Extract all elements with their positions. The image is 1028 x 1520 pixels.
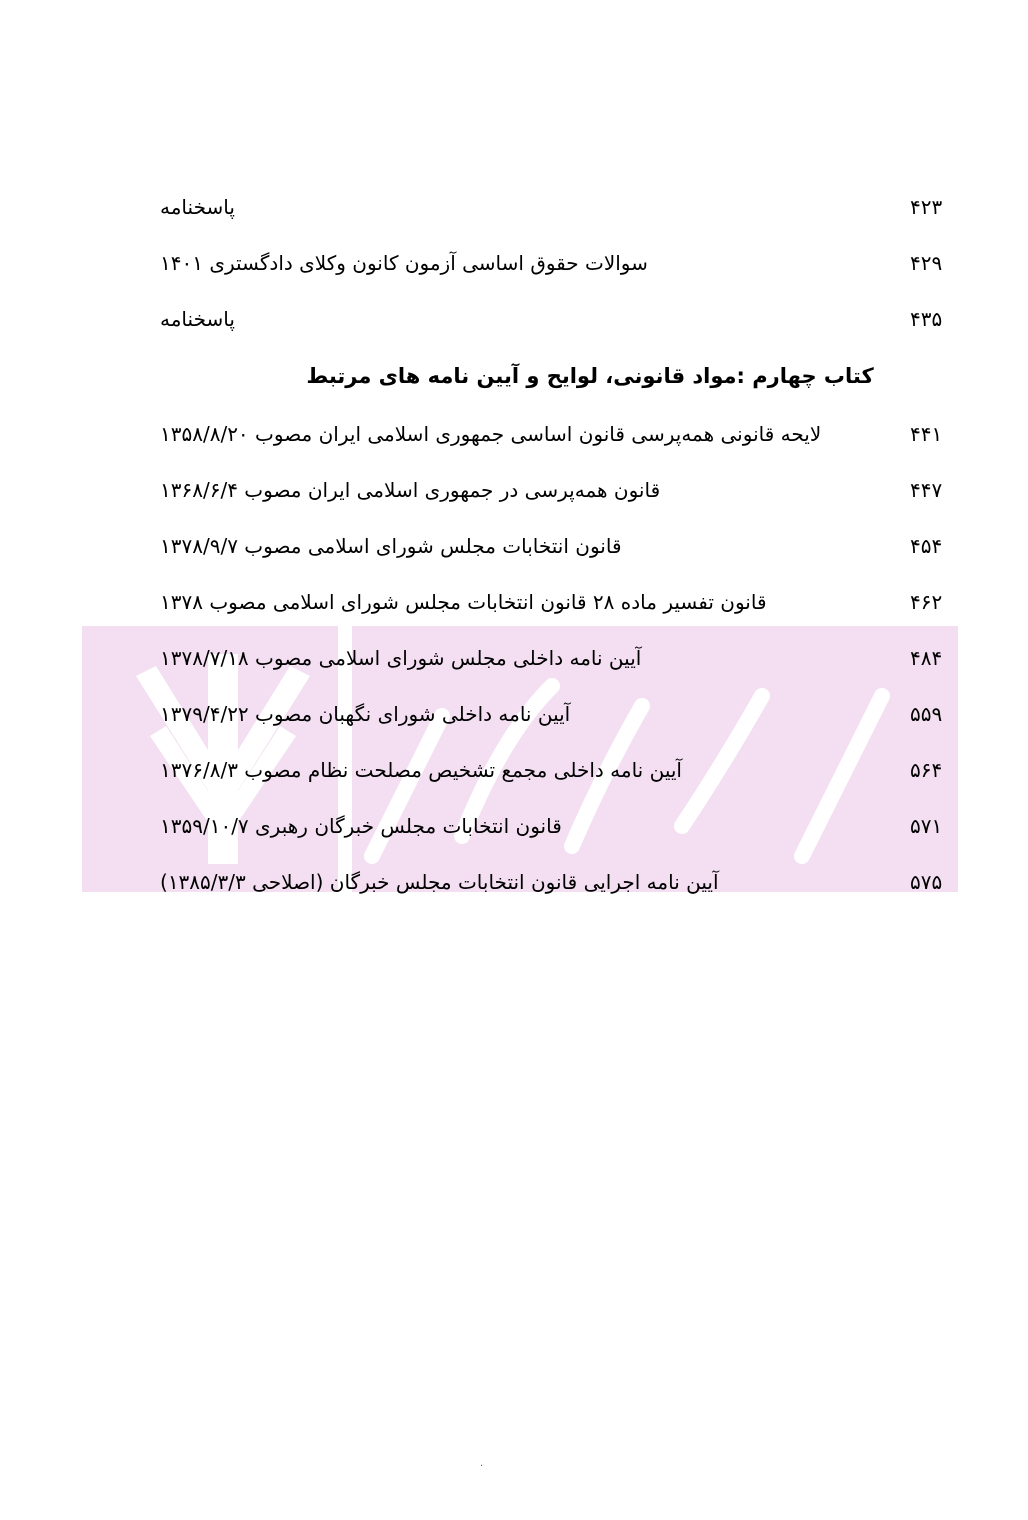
toc-entry [160, 299, 960, 339]
toc-entry-title: آیین نامه داخلی مجمع تشخیص مصلحت نظام مصوب ۱۳۷۶/۸/۳ [160, 758, 682, 782]
toc-entry [160, 470, 960, 510]
toc-entry [160, 582, 960, 622]
toc-entry-title: قانون تفسیر ماده ۲۸ قانون انتخابات مجلس شورای اسلامی مصوب ۱۳۷۸ [160, 590, 767, 614]
section-heading: کتاب چهارم :مواد قانونی، لوایح و آیین نامه های مرتبط [306, 364, 874, 388]
toc-entry-page: ۴۸۴ [910, 646, 943, 670]
toc-entry-title: سوالات حقوق اساسی آزمون کانون وکلای دادگستری ۱۴۰۱ [160, 251, 648, 275]
toc-entry-page: ۵۶۴ [910, 758, 943, 782]
toc-entry-title: لایحه قانونی همه‌پرسی قانون اساسی جمهوری اسلامی ایران مصوب ۱۳۵۸/۸/۲۰ [160, 422, 822, 446]
toc-entry-page: ۴۴۱ [910, 422, 943, 446]
toc-entry-title: قانون انتخابات مجلس خبرگان رهبری ۱۳۵۹/۱۰/۷ [160, 814, 562, 838]
toc-entry-title: پاسخنامه [160, 307, 235, 331]
toc-entry [160, 694, 960, 734]
toc-entry-page: ۴۴۷ [910, 478, 943, 502]
toc-entry [160, 526, 960, 566]
toc-entry-title: آیین نامه اجرایی قانون انتخابات مجلس خبرگان (اصلاحی ۱۳۸۵/۳/۳) [160, 870, 719, 894]
toc-entry-title: قانون همه‌پرسی در جمهوری اسلامی ایران مصوب ۱۳۶۸/۶/۴ [160, 478, 661, 502]
toc-entry [160, 243, 960, 283]
toc-entry [160, 414, 960, 454]
toc-entry [160, 638, 960, 678]
toc-entry-title: قانون انتخابات مجلس شورای اسلامی مصوب ۱۳۷۸/۹/۷ [160, 534, 622, 558]
toc-entry-title: پاسخنامه [160, 195, 235, 219]
toc-entry [160, 187, 960, 227]
toc-entry-page: ۴۲۳ [910, 195, 943, 219]
toc-entry-page: ۴۵۴ [910, 534, 943, 558]
toc-entry-page: ۵۷۱ [910, 814, 943, 838]
toc-entry-page: ۵۵۹ [910, 702, 943, 726]
toc-entry [160, 862, 960, 902]
toc-entry-page: ۴۲۹ [910, 251, 943, 275]
toc-entry-title: آیین نامه داخلی شورای نگهبان مصوب ۱۳۷۹/۴/۲۲ [160, 702, 571, 726]
toc-entry-page: ۴۳۵ [910, 307, 943, 331]
toc-entry-page: ۵۷۵ [910, 870, 943, 894]
toc-entry-page: ۴۶۲ [910, 590, 943, 614]
toc-entry-title: آیین نامه داخلی مجلس شورای اسلامی مصوب ۱۳۷۸/۷/۱۸ [160, 646, 642, 670]
toc-entry [160, 806, 960, 846]
toc-entry [160, 750, 960, 790]
footer-mark: . [480, 1458, 484, 1469]
